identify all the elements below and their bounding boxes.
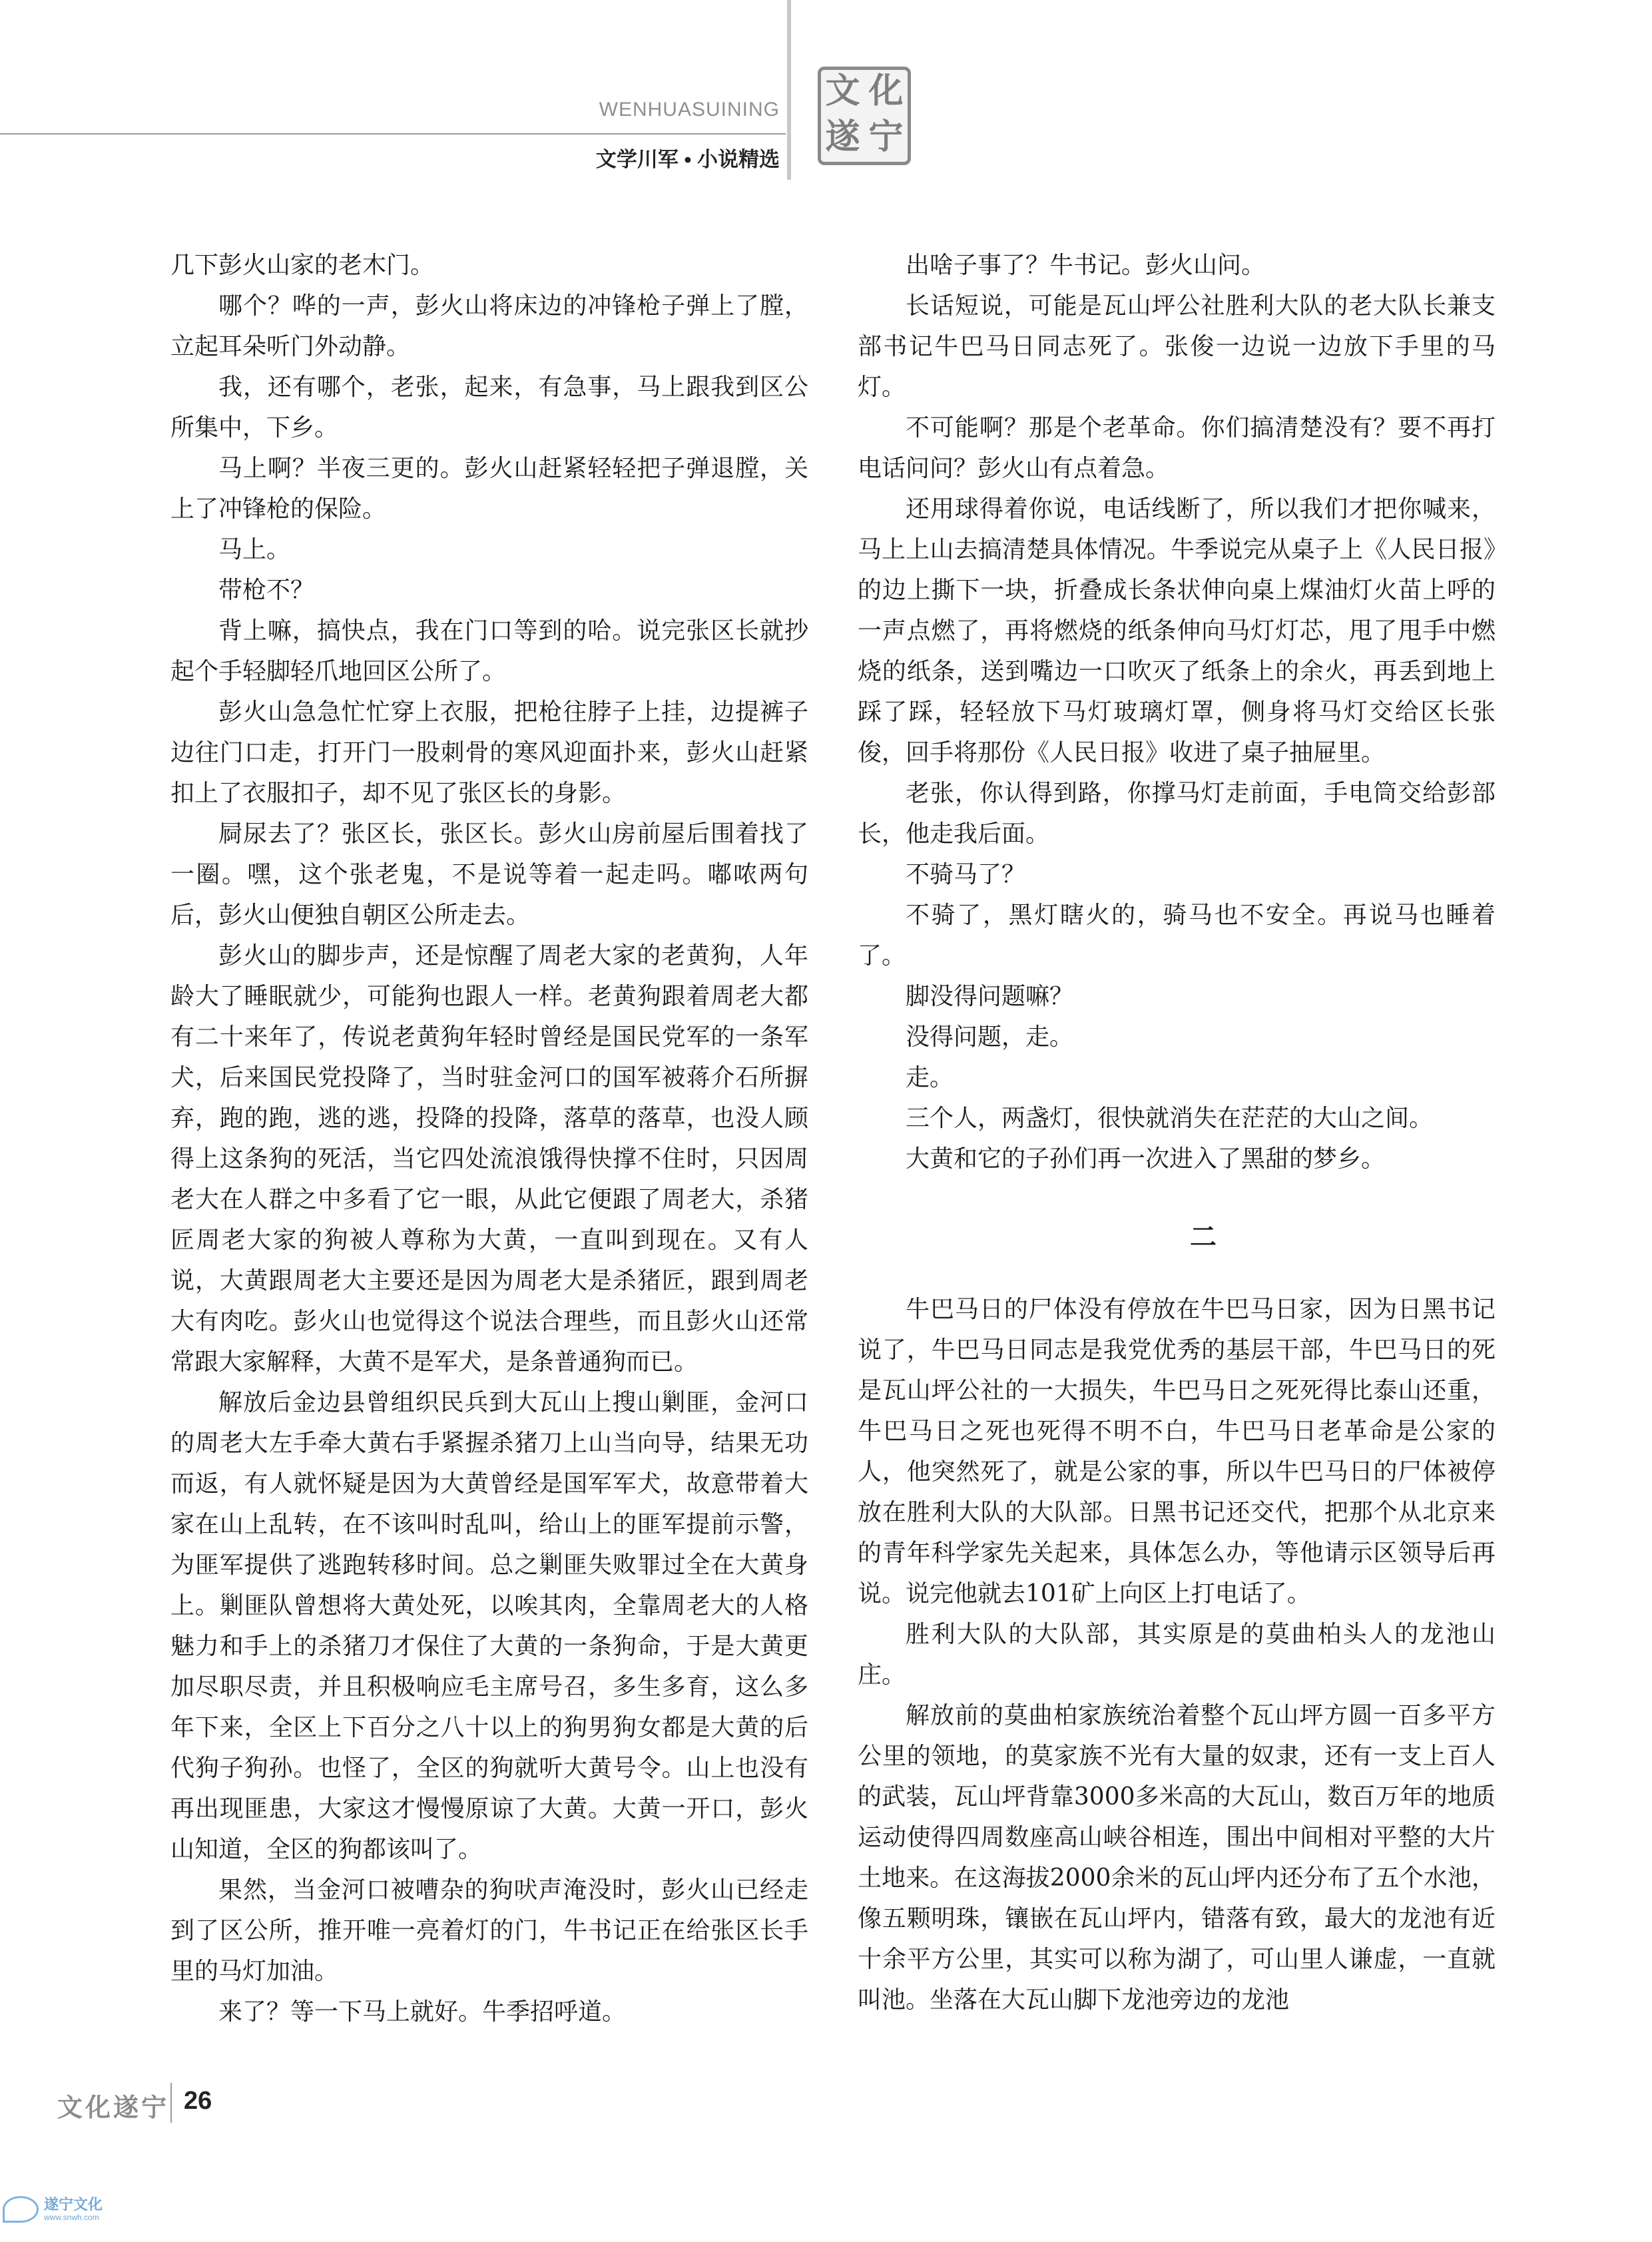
paragraph: 来了？等一下马上就好。牛季招呼道。 [218,1998,627,2026]
paragraph: 牛巴马日的尸体没有停放在牛巴马日家，因为日黑书记说了，牛巴马日同志是我党优秀的基层干部，牛巴马日的死是瓦山坪公社的一大损失，牛巴马日之死死得比泰山还重，牛巴马日之死也死得不明不白，牛巴马日老革命是公家的人，他突然死了，就是公家的事，所以牛巴马日的尸体被停放在胜利大队的大队部。日黑书记还交代，把那个从北京来的青年科学家先关起来，具体怎么办，等他请示区领导后再说。说完他就去101矿上向区上打电话了。 [858,1296,1496,1607]
paragraph: 长话短说，可能是瓦山坪公社胜利大队的老大队长兼支部书记牛巴马日同志死了。张俊一边说一边放下手里的马灯。 [858,292,1496,401]
header-vertical-rule [787,0,791,180]
magazine-seal-logo [818,67,911,165]
paragraph: 没得问题，走。 [906,1023,1074,1051]
paragraph: 马上啊？半夜三更的。彭火山赶紧轻轻把子弹退膛，关上了冲锋枪的保险。 [170,455,808,523]
paragraph: 马上。 [218,536,291,563]
paragraph: 三个人，两盏灯，很快就消失在茫茫的大山之间。 [906,1105,1434,1132]
paragraph: 哪个？哗的一声，彭火山将床边的冲锋枪子弹上了膛，立起耳朵听门外动静。 [170,292,808,360]
paragraph: 果然，当金河口被嘈杂的狗吠声淹没时，彭火山已经走到了区公所，推开唯一亮着灯的门，牛书记正在给张区长手里的马灯加油。 [170,1876,808,1985]
left-text-column [170,245,808,2032]
seal-char: 文 [825,71,860,111]
paragraph: 屙尿去了？张区长，张区长。彭火山房前屋后围着找了一圈。嘿，这个张老鬼，不是说等着一起走吗。嘟哝两句后，彭火山便独自朝区公所走去。 [170,820,808,929]
paragraph: 彭火山急急忙忙穿上衣服，把枪往脖子上挂，边提裤子边往门口走，打开门一股刺骨的寒风迎面扑来，彭火山赶紧扣上了衣服扣子，却不见了张区长的身影。 [170,699,808,807]
watermark-title: 遂宁文化 [44,2196,103,2213]
paragraph: 脚没得问题嘛？ [906,983,1074,1010]
magazine-english-title: WENHUASUINING [599,99,780,121]
seal-char: 宁 [868,117,904,157]
section-title: 文学川军 • 小说精选 [595,148,780,171]
paragraph: 走。 [906,1064,954,1091]
paragraph: 背上嘛，搞快点，我在门口等到的哈。说完张区长就抄起个手轻脚轻爪地回区公所了。 [170,617,808,685]
paragraph: 还用球得着你说，电话线断了，所以我们才把你喊来，马上上山去搞清楚具体情况。牛季说完从桌子上《人民日报》的边上撕下一块，折叠成长条状伸向桌上煤油灯火苗上呼的一声点燃了，再将燃烧的纸条伸向马灯灯芯，甩了甩手中燃烧的纸条，送到嘴边一口吹灭了纸条上的余火，再丢到地上踩了踩，轻轻放下马灯玻璃灯罩，侧身将马灯交给区长张俊，回手将那份《人民日报》收进了桌子抽屉里。 [858,495,1496,766]
page-number: 26 [184,2087,212,2115]
paragraph: 不可能啊？那是个老革命。你们搞清楚没有？要不再打电话问问？彭火山有点着急。 [858,414,1496,482]
paragraph: 彭火山的脚步声，还是惊醒了周老大家的老黄狗，人年龄大了睡眠就少，可能狗也跟人一样。老黄狗跟着周老大都有二十来年了，传说老黄狗年轻时曾经是国民党军的一条军犬，后来国民党投降了，当时驻金河口的国军被蒋介石所摒弃，跑的跑，逃的逃，投降的投降，落草的落草，也没人顾得上这条狗的死活，当它四处流浪饿得快撑不住时，只因周老大在人群之中多看了它一眼，从此它便跟了周老大，杀猪匠周老大家的狗被人尊称为大黄，一直叫到现在。又有人说，大黄跟周老大主要还是因为周老大是杀猪匠，跟到周老大有肉吃。彭火山也觉得这个说法合理些，而且彭火山还常常跟大家解释，大黄不是军犬，是条普通狗而已。 [170,942,808,1376]
footer-divider [170,2083,172,2123]
paragraph: 解放后金边县曾组织民兵到大瓦山上搜山剿匪，金河口的周老大左手牵大黄右手紧握杀猪刀上山当向导，结果无功而返，有人就怀疑是因为大黄曾经是国军军犬，故意带着大家在山上乱转，在不该叫时乱叫，给山上的匪军提前示警，为匪军提供了逃跑转移时间。总之剿匪失败罪过全在大黄身上。剿匪队曾想将大黄处死，以唉其肉，全靠周老大的人格魅力和手上的杀猪刀才保住了大黄的一条狗命，于是大黄更加尽职尽责，并且积极响应毛主席号召，多生多育，这么多年下来，全区上下百分之八十以上的狗男狗女都是大黄的后代狗子狗孙。也怪了，全区的狗就听大黄号令。山上也没有再出现匪患，大家这才慢慢原谅了大黄。大黄一开口，彭火山知道，全区的狗都该叫了。 [170,1389,808,1863]
paragraph: 出啥子事了？牛书记。彭火山问。 [906,252,1266,279]
section-number-heading: 二 [1190,1221,1217,1253]
paragraph: 不骑了，黑灯瞎火的，骑马也不安全。再说马也睡着了。 [858,902,1496,970]
seal-char: 遂 [825,117,860,157]
bird-logo-icon [3,2196,39,2223]
paragraph: 不骑马了？ [906,861,1026,888]
paragraph: 几下彭火山家的老木门。 [170,252,435,279]
watermark-url: www.snwh.com [44,2212,99,2222]
watermark-text [44,2197,103,2221]
paragraph: 我，还有哪个，老张，起来，有急事，马上跟我到区公所集中，下乡。 [170,374,808,441]
paragraph: 胜利大队的大队部，其实原是的莫曲柏头人的龙池山庄。 [858,1621,1496,1689]
paragraph: 老张，你认得到路，你撑马灯走前面，手电筒交给彭部长，他走我后面。 [858,780,1496,848]
paragraph: 大黄和它的子孙们再一次进入了黑甜的梦乡。 [906,1145,1386,1173]
watermark [3,2196,103,2223]
seal-char: 化 [868,71,904,111]
right-text-column [858,245,1496,2020]
header-rule [0,133,786,135]
footer-brand-logo: 文化遂宁 [57,2092,170,2122]
paragraph: 带枪不？ [218,577,315,604]
paragraph: 解放前的莫曲柏家族统治着整个瓦山坪方圆一百多平方公里的领地，的莫家族不光有大量的奴隶，还有一支上百人的武装，瓦山坪背靠3000多米高的大瓦山，数百万年的地质运动使得四周数座高山峡谷相连，围出中间相对平整的大片土地来。在这海拔2000余米的瓦山坪内还分布了五个水池，像五颗明珠，镶嵌在瓦山坪内，错落有致，最大的龙池有近十余平方公里，其实可以称为湖了，可山里人谦虚，一直就叫池。坐落在大瓦山脚下龙池旁边的龙池 [858,1702,1496,2014]
